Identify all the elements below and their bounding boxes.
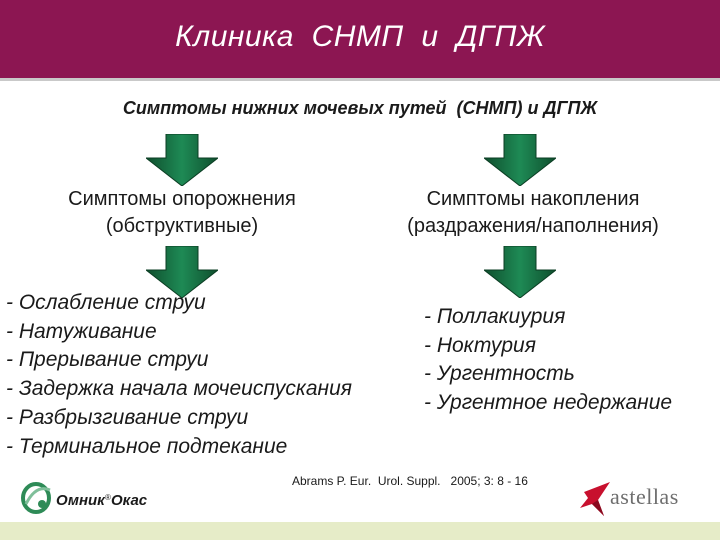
symptom-item: - Прерывание струи: [6, 348, 209, 372]
right-heading-line1: Симптомы накопления: [426, 188, 640, 210]
astellas-logo: [580, 476, 705, 520]
left-heading-line1: Симптомы опорожнения: [68, 188, 296, 210]
symptom-item: - Разбрызгивание струи: [6, 405, 249, 429]
down-arrow-icon: [484, 246, 556, 298]
right-column-heading: [368, 186, 698, 240]
astellas-star-icon: [580, 478, 614, 518]
down-arrow-icon: [484, 134, 556, 186]
svg-text:Омник: Омник: [56, 492, 105, 509]
omnic-ocas-logo-mark: [20, 478, 160, 518]
omnic-ocas-logo: [20, 478, 160, 518]
symptom-item: - Ослабление струи: [6, 291, 206, 314]
citation: Abrams P. Eur. Urol. Suppl. 2005; 3: 8 - 16: [292, 474, 528, 488]
svg-text:®: ®: [105, 493, 111, 502]
slide-title: Клиника СНМП и ДГПЖ: [175, 20, 545, 53]
symptom-item: - Задержка начала мочеиспускания: [6, 377, 352, 401]
symptom-item: - Натуживание: [6, 319, 157, 343]
storage-symptoms-list: [424, 303, 672, 418]
left-column-heading: [22, 186, 342, 240]
title-divider: [0, 78, 720, 81]
astellas-logo-text: astellas: [610, 484, 679, 509]
symptom-item: - Ургентность: [424, 362, 575, 386]
left-heading-line2: (обструктивные): [105, 215, 259, 237]
slide-subtitle: Симптомы нижних мочевых путей (СНМП) и ДГПЖ: [122, 98, 598, 118]
symptom-item: - Поллакиурия: [424, 305, 566, 328]
obstructive-symptoms-list: [6, 289, 352, 461]
down-arrow-icon: [146, 134, 218, 186]
symptom-item: - Терминальное подтекание: [6, 434, 288, 458]
title-bar: [0, 0, 720, 78]
symptom-item: - Ноктурия: [424, 333, 536, 357]
footer-band: [0, 522, 720, 540]
right-heading-line2: (раздражения/наполнения): [407, 215, 659, 237]
svg-text:Окас: Окас: [111, 492, 148, 509]
symptom-item: - Ургентное недержание: [424, 391, 673, 415]
